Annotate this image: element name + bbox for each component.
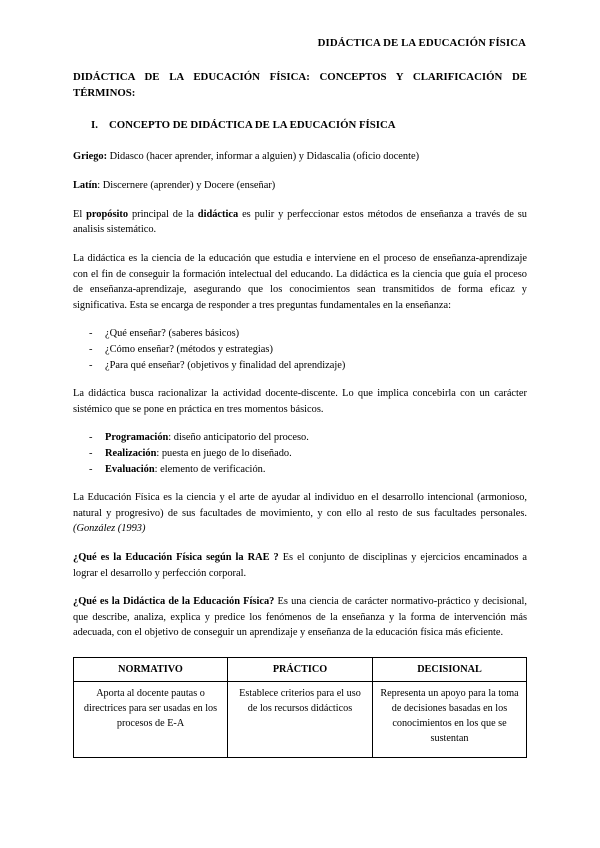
page-header: DIDÁCTICA DE LA EDUCACIÓN FÍSICA [317,37,526,49]
griego-text: Didasco (hacer aprender, informar a alguien) y Didascalia (oficio docente) [107,151,420,163]
griego-label: Griego: [73,151,108,163]
racionalizar-paragraph: La didáctica busca racionalizar la actividad docente-discente. Lo que implica concebirla con un carácter sistémico que se pone en práctica en tres momentos básicos. [73,388,527,415]
latin-label: Latín [73,180,98,192]
definicion-question: ¿Qué es la Didáctica de la Educación Física? [73,596,275,608]
proposito-text-3: es pulir y perfeccionar estos métodos de enseñanza a través de su analisis sistemático. [73,208,527,236]
proposito-bold-2: didáctica [197,208,239,220]
table-header-row [74,658,527,682]
list-item [89,462,527,478]
rae-question: ¿Qué es la Educación Física según la RAE ? [73,552,279,564]
proposito-paragraph [73,207,527,238]
list-item [89,446,527,462]
latin-paragraph [73,178,527,194]
ef-citation: (González (1993) [73,523,146,535]
ef-paragraph [73,490,527,537]
definicion-paragraph [73,594,527,641]
momento-label: Programación [105,432,169,444]
document-body [73,70,527,758]
ef-text: La Educación Física es la ciencia y el arte de ayudar al individuo en el desarrollo intencional (armonioso, natural y progresivo) de sus facultades de movimiento, y con ello al resto de sus facultades personales. [73,492,527,519]
caracter-table [73,657,527,758]
table-row [74,682,527,758]
proposito-bold-1: propósito [86,208,129,220]
momentos-list [73,430,527,477]
table-cell: Aporta al docente pautas o directrices para ser usadas en los procesos de E-A [74,682,228,758]
main-title: DIDÁCTICA DE LA EDUCACIÓN FÍSICA: CONCEPTOS Y CLARIFICACIÓN DE TÉRMINOS: [73,71,527,99]
section-title-text: CONCEPTO DE DIDÁCTICA DE LA EDUCACIÓN FÍSICA [109,119,396,132]
rae-answer: Es el conjunto de disciplinas y ejercicios encaminados a lograr el desarrollo y perfección corporal. [73,552,527,579]
proposito-text-1: El [73,208,87,220]
latin-text: : Discernere (aprender) y Docere (enseñar) [97,180,276,192]
preguntas-list [73,326,527,373]
table-header-cell: NORMATIVO [74,658,228,682]
definicion-answer: Es una ciencia de carácter normativo-práctico y decisional, que describe, analiza, explica y predice los fenómenos de la enseñanza y la forma de intervención más adecuada, con el objetivo de conseguir un aprendizaje y enseñanza de la educación física más eficiente. [73,596,527,639]
momento-text: : puesta en juego de lo diseñado. [156,448,292,459]
list-item: - ¿Para qué enseñar? (objetivos y finalidad del aprendizaje) [89,358,527,374]
table-cell: Representa un apoyo para la toma de decisiones basadas en los conocimientos en los que se sustentan [372,682,526,758]
griego-paragraph [73,149,527,165]
proposito-text-2: principal de la [128,208,198,220]
list-item [89,430,527,446]
momento-label: Evaluación [105,463,155,475]
table-header-cell: DECISIONAL [372,658,526,682]
list-item: - ¿Qué enseñar? (saberes básicos) [89,326,527,342]
momento-text: : diseño anticipatorio del proceso. [168,432,309,444]
momento-label: Realización [105,448,157,459]
momento-text: : elemento de verificación. [154,463,266,475]
didactica-paragraph: La didáctica es la ciencia de la educación que estudia e interviene en el proceso de enseñanza-aprendizaje con el fin de conseguir la formación intelectual del educando. La didáctica es la ciencia que guía el proceso de enseñanza-aprendizaje, asegurando que los conocimientos sean transmitidos de forma eficaz y significativa. Esta se encarga de responder a tres preguntas fundamentales en la enseñanza: [73,252,527,311]
rae-paragraph [73,550,527,581]
section-number: I. [91,119,98,132]
section-title [91,117,527,133]
table-header-cell: PRÁCTICO [228,658,373,682]
list-item: - ¿Cómo enseñar? (métodos y estrategias) [89,342,527,358]
table-cell: Establece criterios para el uso de los recursos didácticos [228,682,373,758]
